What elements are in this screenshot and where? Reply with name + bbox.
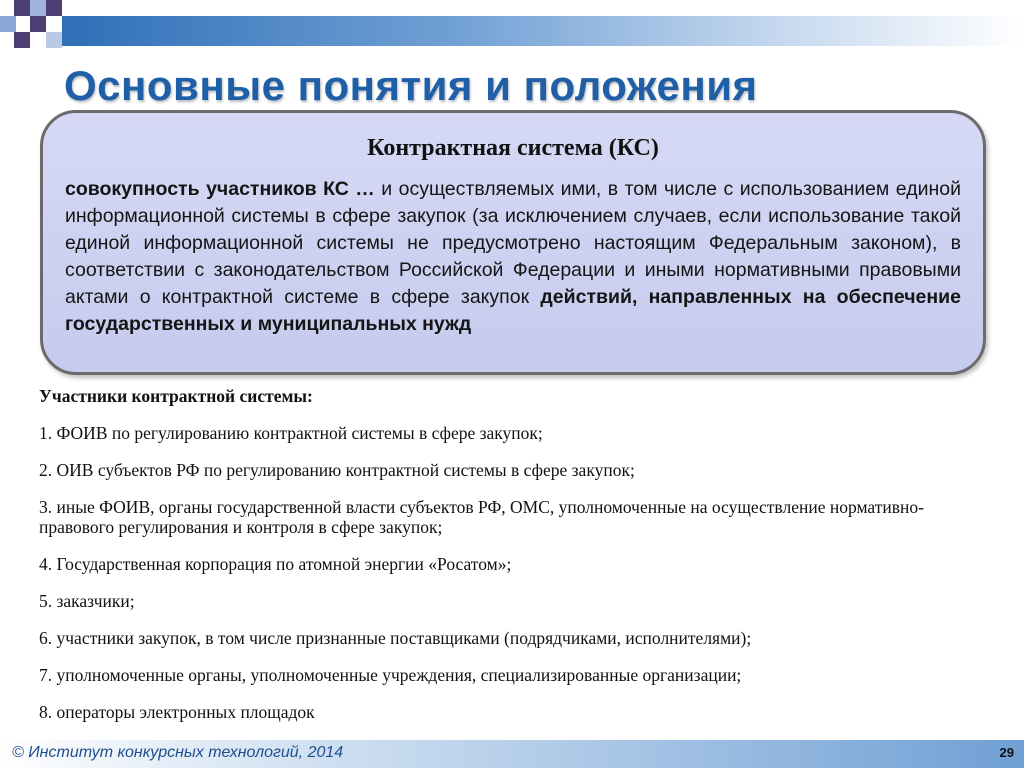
definition-term: Контрактная система (КС) xyxy=(367,135,659,161)
footer-copyright: © Институт конкурсных технологий, 2014 xyxy=(12,744,344,761)
participants-list xyxy=(39,386,999,739)
list-item: 8. операторы электронных площадок xyxy=(39,702,315,722)
decor-square xyxy=(46,0,62,16)
list-item: 6. участники закупок, в том числе признанные поставщиками (подрядчиками, исполнителями); xyxy=(39,628,752,648)
definition-box xyxy=(40,110,986,375)
list-item: 4. Государственная корпорация по атомной энергии «Росатом»; xyxy=(39,554,512,574)
list-item: 2. ОИВ субъектов РФ по регулированию контрактной системы в сфере закупок; xyxy=(39,460,635,480)
decor-square xyxy=(0,0,14,14)
decor-square xyxy=(46,32,62,48)
definition-text xyxy=(65,176,961,338)
list-item: 7. уполномоченные органы, уполномоченные учреждения, специализированные организации; xyxy=(39,665,742,685)
decor-square xyxy=(14,32,30,48)
header-gradient-bar xyxy=(62,16,1024,46)
decor-square xyxy=(30,16,46,32)
decor-square xyxy=(14,0,30,16)
definition-middle: и осуществляемых ими, в том числе с использованием единой информационной системы в сфере закупок (за исключением случаев, если использование такой единой информационной системы не предусмотрено настоящим Федеральным законом), в соответствии с законодательством Российской Федерации и иными нормативными правовыми актами о контрактной системе в сфере закупок xyxy=(65,178,961,308)
list-item: 5. заказчики; xyxy=(39,591,135,611)
definition-bold-start: совокупность участников КС … xyxy=(65,178,375,200)
slide-title: Основные понятия и положения xyxy=(64,62,758,109)
list-item: 1. ФОИВ по регулированию контрактной системы в сфере закупок; xyxy=(39,423,543,443)
page-number: 29 xyxy=(999,745,1014,760)
list-item: 3. иные ФОИВ, органы государственной власти субъектов РФ, ОМС, уполномоченные на осуществление нормативно-правового регулирования и контроля в сфере закупок; xyxy=(39,497,924,537)
definition-bold-end: действий, направленных на обеспечение государственных и муниципальных нужд xyxy=(65,286,961,335)
decor-square xyxy=(30,0,46,16)
footer-bar xyxy=(0,740,1024,768)
participants-header: Участники контрактной системы: xyxy=(39,386,313,406)
decor-square xyxy=(0,16,16,32)
